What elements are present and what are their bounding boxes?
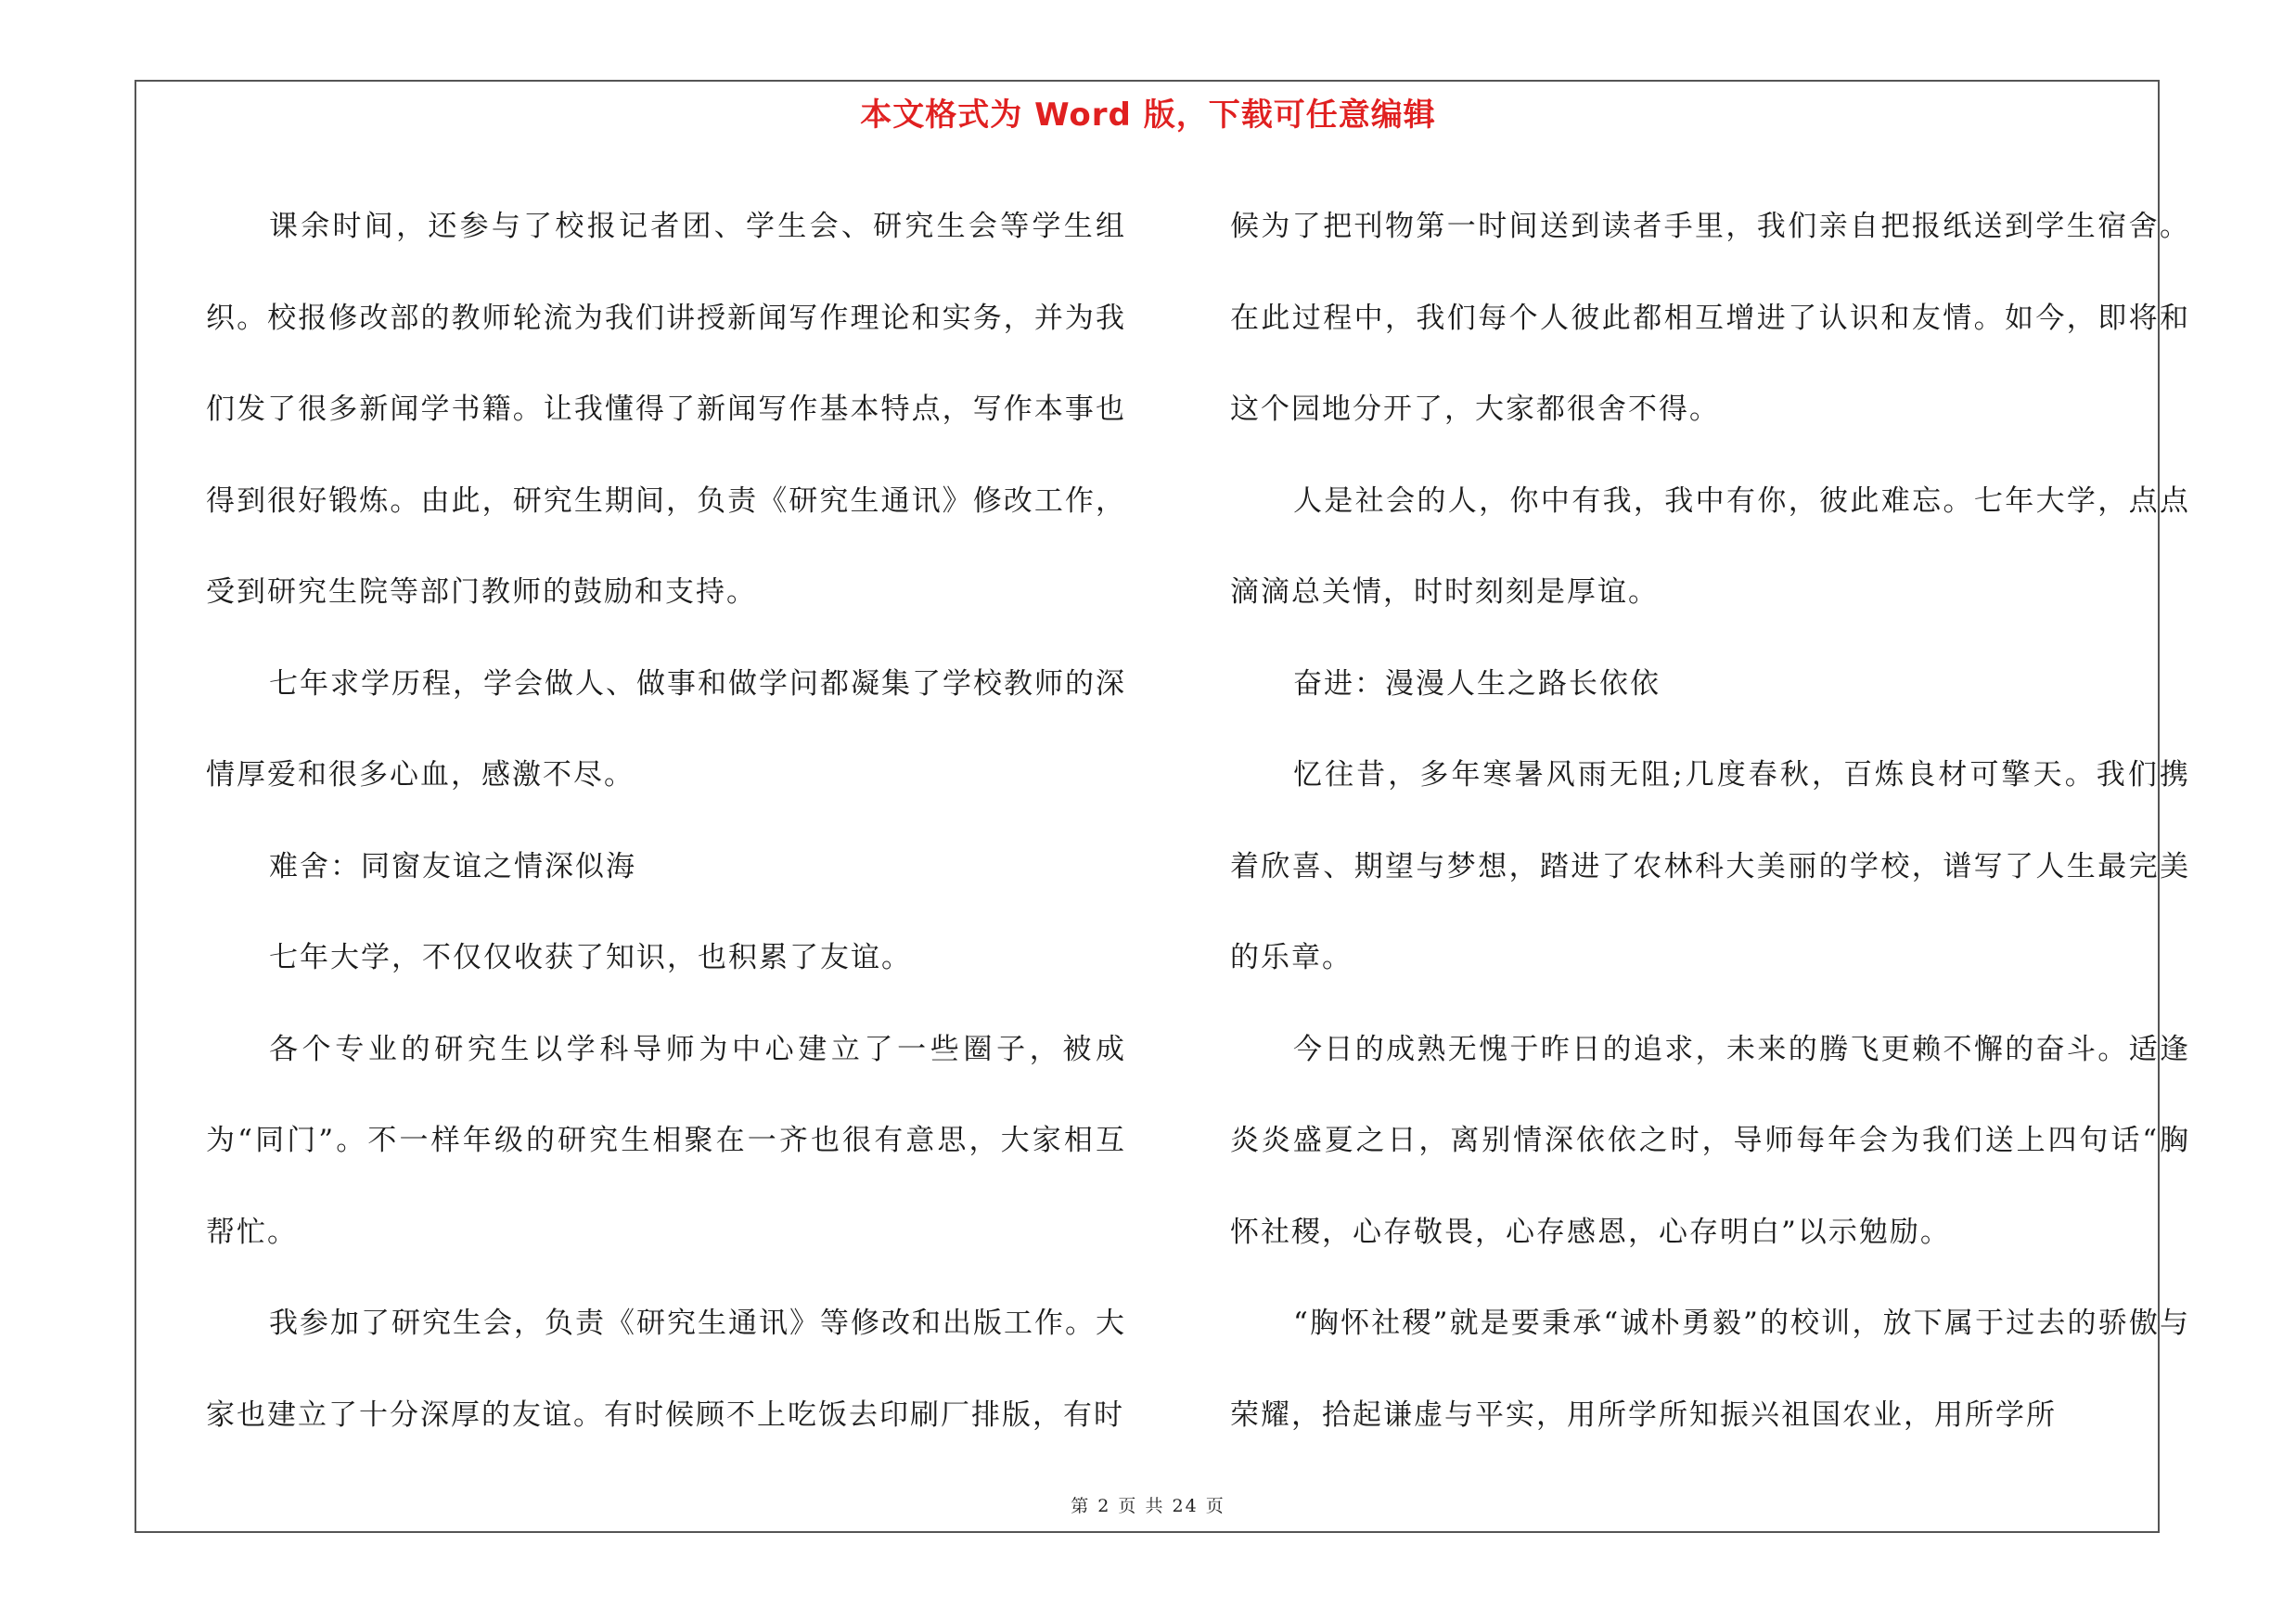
paragraph: 七年大学，不仅仅收获了知识，也积累了友谊。 <box>269 941 912 974</box>
paragraph: 七年求学历程，学会做人、做事和做学问都凝集了学校教师的深情厚爱和很多心血，感激不尽。 <box>206 666 1126 792</box>
left-column <box>206 181 1126 1461</box>
paragraph: 今日的成熟无愧于昨日的追求，未来的腾飞更赖不懈的奋斗。适逢炎炎盛夏之日，离别情深依依之时，导师每年会为我们送上四句话“胸怀社稷，心存敬畏，心存感恩，心存明白”以示勉励。 <box>1230 1032 2190 1249</box>
paragraph: 各个专业的研究生以学科导师为中心建立了一些圈子，被成为“同门”。不一样年级的研究生相聚在一齐也很有意思，大家相互帮忙。 <box>206 1032 1126 1249</box>
paragraph: 候为了把刊物第一时间送到读者手里，我们亲自把报纸送到学生宿舍。在此过程中，我们每个人彼此都相互增进了认识和友情。如今，即将和这个园地分开了，大家都很舍不得。 <box>1230 210 2190 426</box>
paragraph: 忆往昔，多年寒暑风雨无阻;几度春秋，百炼良材可擎天。我们携着欣喜、期望与梦想，踏进了农林科大美丽的学校，谱写了人生最完美的乐章。 <box>1230 758 2190 974</box>
right-column <box>1230 181 2190 1461</box>
format-banner: 本文格式为 Word 版，下载可任意编辑 <box>860 97 1436 134</box>
paragraph: 我参加了研究生会，负责《研究生通讯》等修改和出版工作。大家也建立了十分深厚的友谊。有时候顾不上吃饭去印刷厂排版，有时 <box>206 1307 1126 1432</box>
paragraph: 课余时间，还参与了校报记者团、学生会、研究生会等学生组织。校报修改部的教师轮流为我们讲授新闻写作理论和实务，并为我们发了很多新闻学书籍。让我懂得了新闻写作基本特点，写作本事也得到很好锻炼。由此，研究生期间，负责《研究生通讯》修改工作，受到研究生院等部门教师的鼓励和支持。 <box>206 210 1126 609</box>
paragraph: “胸怀社稷”就是要秉承“诚朴勇毅”的校训，放下属于过去的骄傲与荣耀，拾起谦虚与平实，用所学所知振兴祖国农业，用所学所 <box>1230 1307 2190 1432</box>
section-heading: 难舍：同窗友谊之情深似海 <box>269 849 636 883</box>
page-number-footer: 第 2 页 共 24 页 <box>1071 1496 1225 1516</box>
paragraph: 人是社会的人，你中有我，我中有你，彼此难忘。七年大学，点点滴滴总关情，时时刻刻是厚谊。 <box>1230 483 2190 609</box>
section-heading: 奋进：漫漫人生之路长依依 <box>1293 666 1661 701</box>
